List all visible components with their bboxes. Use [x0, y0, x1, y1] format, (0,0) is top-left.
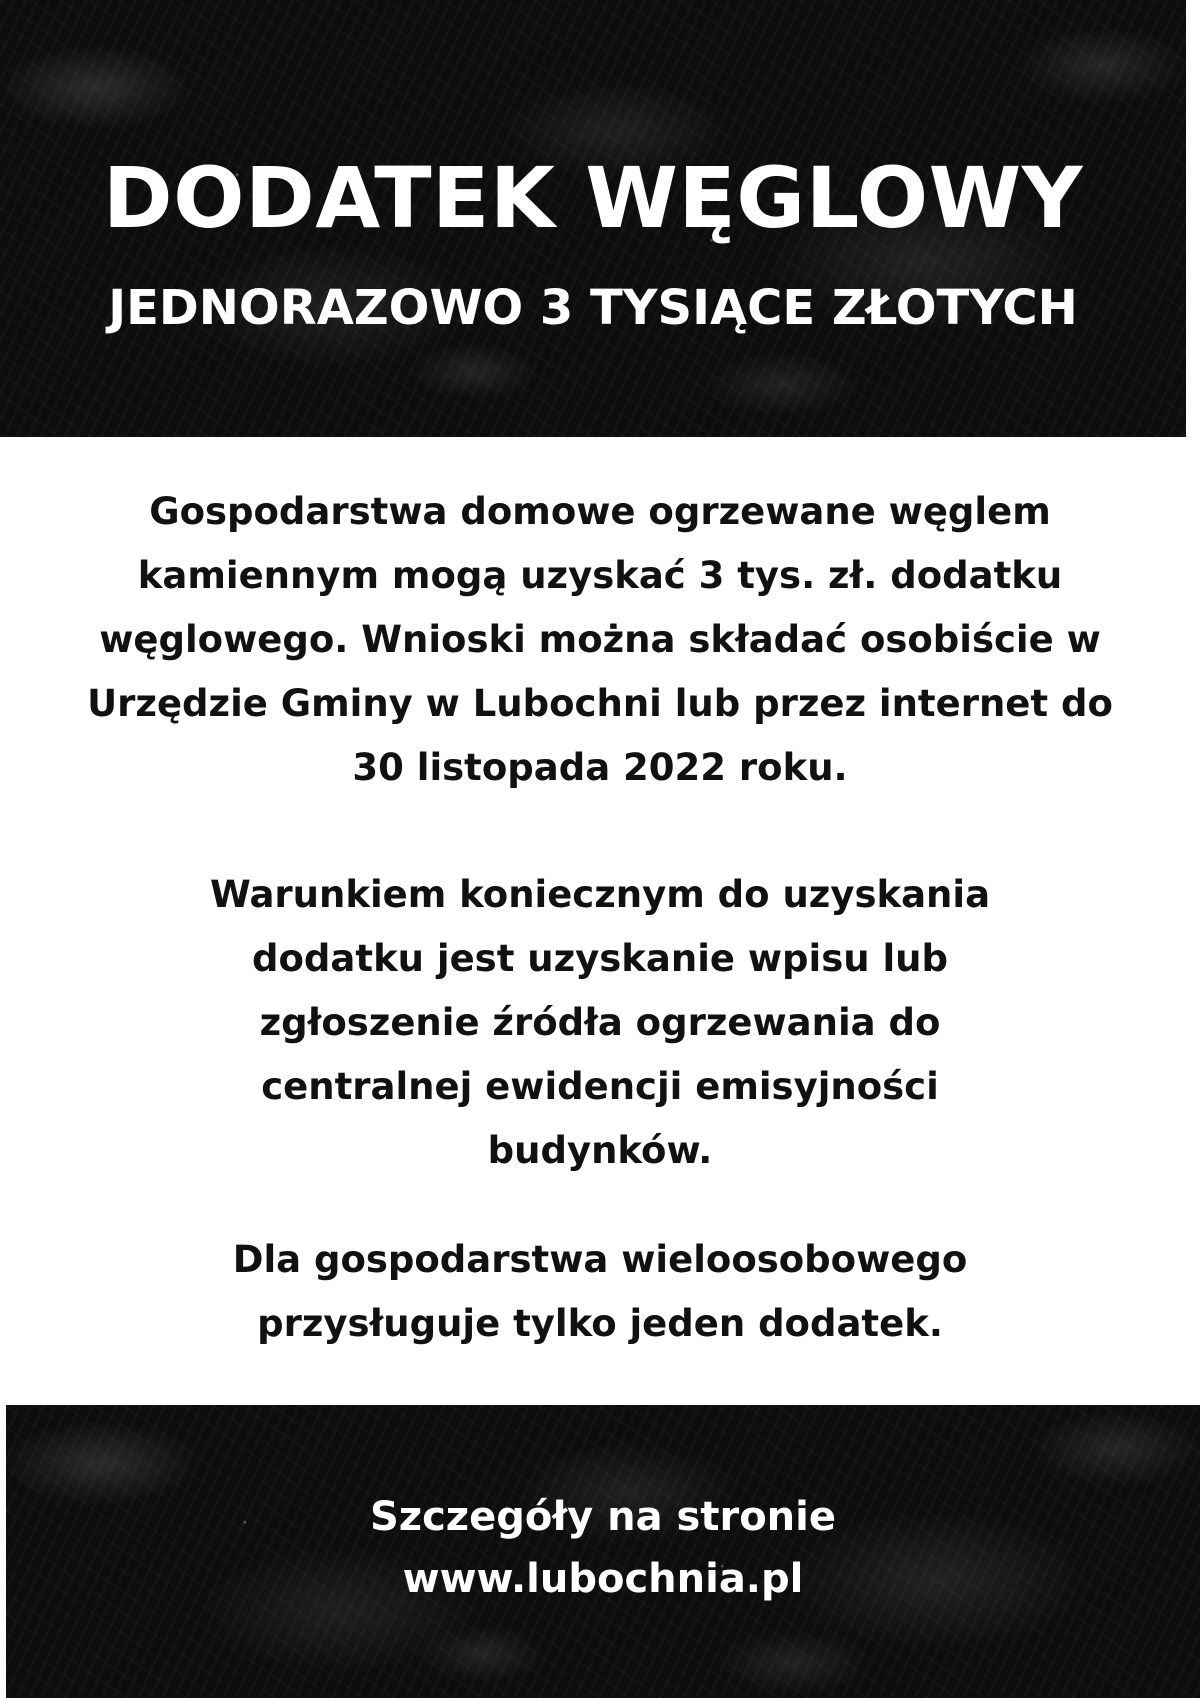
footer-details [6, 1486, 1200, 1610]
household-paragraph: Dla gospodarstwa wieloosobowego przysługuje tylko jeden dodatek. [232, 1238, 968, 1345]
eligibility-paragraph: Gospodarstwa domowe ogrzewane węglem kamiennym mogą uzyskać 3 tys. zł. dodatku węglowego. Wnioski można składać osobiście w Urzędzie Gminy w Lubochni lub przez internet do 30 listopada 2022 roku. [87, 490, 1113, 789]
requirement-paragraph: Warunkiem koniecznym do uzyskania dodatku jest uzyskanie wpisu lub zgłoszenie źródła ogrzewania do centralnej ewidencji emisyjności budynków. [209, 873, 991, 1172]
footer-details-label: Szczegóły na stronie [369, 1494, 836, 1540]
website-link[interactable]: www.lubochnia.pl [402, 1556, 804, 1602]
poster-subtitle: JEDNORAZOWO 3 TYSIĄCE ZŁOTYCH [108, 280, 1078, 336]
poster-title: DODATEK WĘGLOWY [102, 149, 1084, 247]
